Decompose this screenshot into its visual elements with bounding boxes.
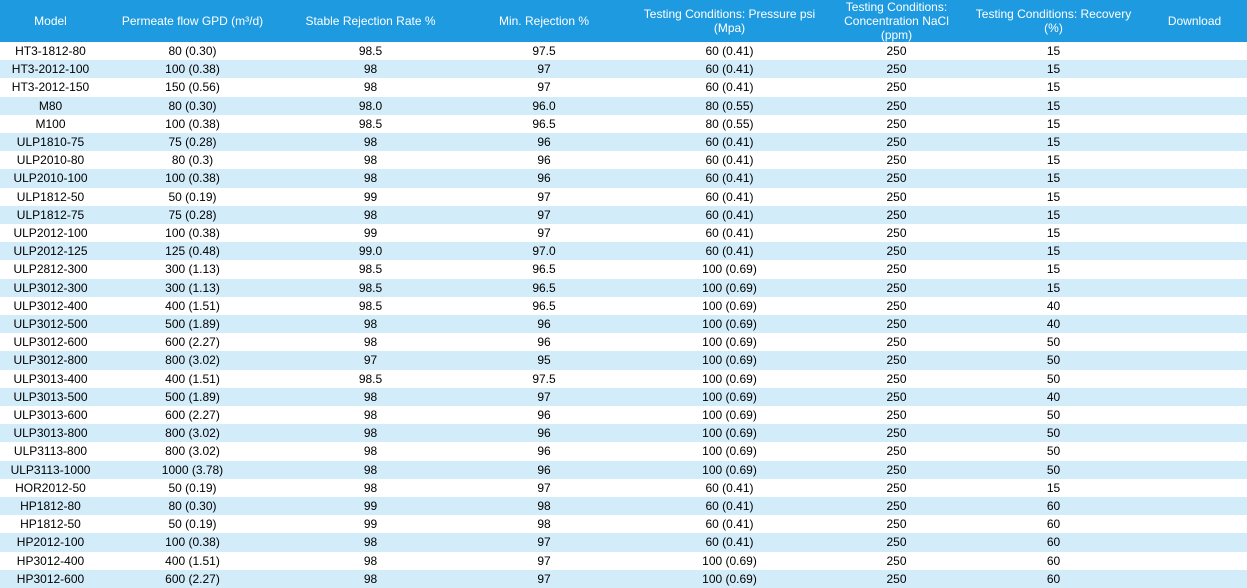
cell-min-rejection: 96 xyxy=(457,461,631,479)
cell-model: ULP2010-100 xyxy=(0,169,101,187)
cell-stable-rejection: 98 xyxy=(284,388,457,406)
cell-test-concentration: 250 xyxy=(828,78,965,96)
cell-model: HT3-2012-150 xyxy=(0,78,101,96)
cell-download[interactable] xyxy=(1142,115,1247,133)
cell-stable-rejection: 98 xyxy=(284,552,457,570)
cell-download[interactable] xyxy=(1142,479,1247,497)
cell-test-pressure: 100 (0.69) xyxy=(631,406,828,424)
cell-permeate-flow: 500 (1.89) xyxy=(101,388,284,406)
cell-model: ULP3013-800 xyxy=(0,424,101,442)
cell-test-recovery: 15 xyxy=(965,260,1142,278)
cell-test-recovery: 50 xyxy=(965,333,1142,351)
table-row xyxy=(0,151,1247,169)
table-row xyxy=(0,297,1247,315)
cell-model: HT3-2012-100 xyxy=(0,60,101,78)
cell-download[interactable] xyxy=(1142,151,1247,169)
cell-test-pressure: 100 (0.69) xyxy=(631,442,828,460)
cell-download[interactable] xyxy=(1142,133,1247,151)
cell-test-concentration: 250 xyxy=(828,60,965,78)
cell-test-recovery: 40 xyxy=(965,297,1142,315)
table-row xyxy=(0,315,1247,333)
cell-test-concentration: 250 xyxy=(828,97,965,115)
cell-test-pressure: 60 (0.41) xyxy=(631,479,828,497)
cell-permeate-flow: 800 (3.02) xyxy=(101,351,284,369)
cell-download[interactable] xyxy=(1142,388,1247,406)
cell-test-recovery: 60 xyxy=(965,515,1142,533)
cell-download[interactable] xyxy=(1142,406,1247,424)
cell-permeate-flow: 50 (0.19) xyxy=(101,188,284,206)
cell-test-pressure: 100 (0.69) xyxy=(631,461,828,479)
table-row xyxy=(0,279,1247,297)
cell-stable-rejection: 99.0 xyxy=(284,242,457,260)
table-row xyxy=(0,479,1247,497)
table-row xyxy=(0,133,1247,151)
cell-model: ULP3012-500 xyxy=(0,315,101,333)
cell-min-rejection: 97 xyxy=(457,78,631,96)
cell-min-rejection: 96 xyxy=(457,169,631,187)
table-row xyxy=(0,424,1247,442)
cell-permeate-flow: 300 (1.13) xyxy=(101,260,284,278)
cell-stable-rejection: 99 xyxy=(284,224,457,242)
cell-test-concentration: 250 xyxy=(828,461,965,479)
cell-test-recovery: 15 xyxy=(965,188,1142,206)
cell-download[interactable] xyxy=(1142,260,1247,278)
cell-stable-rejection: 98 xyxy=(284,78,457,96)
cell-test-pressure: 100 (0.69) xyxy=(631,552,828,570)
cell-permeate-flow: 500 (1.89) xyxy=(101,315,284,333)
cell-model: ULP2012-100 xyxy=(0,224,101,242)
cell-test-concentration: 250 xyxy=(828,370,965,388)
cell-min-rejection: 97 xyxy=(457,60,631,78)
cell-min-rejection: 96 xyxy=(457,442,631,460)
cell-permeate-flow: 400 (1.51) xyxy=(101,370,284,388)
cell-test-concentration: 250 xyxy=(828,533,965,551)
cell-min-rejection: 95 xyxy=(457,351,631,369)
cell-stable-rejection: 98.5 xyxy=(284,297,457,315)
cell-model: ULP3013-600 xyxy=(0,406,101,424)
table-row xyxy=(0,351,1247,369)
cell-download[interactable] xyxy=(1142,206,1247,224)
cell-stable-rejection: 98 xyxy=(284,151,457,169)
cell-min-rejection: 96.0 xyxy=(457,97,631,115)
table-row xyxy=(0,442,1247,460)
cell-test-pressure: 100 (0.69) xyxy=(631,570,828,588)
cell-model: ULP1812-50 xyxy=(0,188,101,206)
cell-test-recovery: 15 xyxy=(965,97,1142,115)
table-row xyxy=(0,406,1247,424)
cell-test-recovery: 15 xyxy=(965,479,1142,497)
cell-test-pressure: 100 (0.69) xyxy=(631,351,828,369)
cell-model: HP2012-100 xyxy=(0,533,101,551)
cell-test-pressure: 60 (0.41) xyxy=(631,224,828,242)
cell-test-recovery: 50 xyxy=(965,461,1142,479)
table-row xyxy=(0,78,1247,96)
cell-model: ULP3113-800 xyxy=(0,442,101,460)
cell-test-concentration: 250 xyxy=(828,242,965,260)
cell-permeate-flow: 800 (3.02) xyxy=(101,442,284,460)
cell-min-rejection: 98 xyxy=(457,497,631,515)
table-row xyxy=(0,188,1247,206)
cell-permeate-flow: 100 (0.38) xyxy=(101,533,284,551)
table-row xyxy=(0,552,1247,570)
cell-model: ULP2010-80 xyxy=(0,151,101,169)
cell-test-pressure: 60 (0.41) xyxy=(631,515,828,533)
cell-min-rejection: 96.5 xyxy=(457,115,631,133)
cell-test-recovery: 15 xyxy=(965,224,1142,242)
cell-min-rejection: 97.5 xyxy=(457,42,631,60)
cell-stable-rejection: 98.5 xyxy=(284,370,457,388)
cell-min-rejection: 98 xyxy=(457,515,631,533)
cell-test-pressure: 60 (0.41) xyxy=(631,42,828,60)
table-row xyxy=(0,461,1247,479)
header-download: Download xyxy=(1142,0,1247,42)
cell-download[interactable] xyxy=(1142,279,1247,297)
table-header xyxy=(0,0,1247,42)
table-row xyxy=(0,206,1247,224)
cell-download[interactable] xyxy=(1142,60,1247,78)
cell-min-rejection: 97.5 xyxy=(457,370,631,388)
cell-stable-rejection: 98 xyxy=(284,461,457,479)
cell-test-pressure: 60 (0.41) xyxy=(631,60,828,78)
cell-stable-rejection: 98 xyxy=(284,479,457,497)
header-row xyxy=(0,0,1247,42)
cell-test-pressure: 80 (0.55) xyxy=(631,97,828,115)
cell-test-pressure: 100 (0.69) xyxy=(631,315,828,333)
cell-permeate-flow: 125 (0.48) xyxy=(101,242,284,260)
cell-min-rejection: 96 xyxy=(457,133,631,151)
cell-test-concentration: 250 xyxy=(828,279,965,297)
cell-min-rejection: 97 xyxy=(457,570,631,588)
cell-test-recovery: 40 xyxy=(965,388,1142,406)
cell-test-concentration: 250 xyxy=(828,497,965,515)
cell-test-pressure: 100 (0.69) xyxy=(631,370,828,388)
cell-model: HOR2012-50 xyxy=(0,479,101,497)
cell-download[interactable] xyxy=(1142,461,1247,479)
table-row xyxy=(0,515,1247,533)
cell-model: M100 xyxy=(0,115,101,133)
cell-test-recovery: 50 xyxy=(965,351,1142,369)
cell-model: ULP3013-400 xyxy=(0,370,101,388)
cell-min-rejection: 96 xyxy=(457,315,631,333)
cell-test-concentration: 250 xyxy=(828,479,965,497)
cell-permeate-flow: 100 (0.38) xyxy=(101,60,284,78)
cell-min-rejection: 96.5 xyxy=(457,297,631,315)
cell-min-rejection: 96.5 xyxy=(457,260,631,278)
cell-permeate-flow: 80 (0.30) xyxy=(101,42,284,60)
table-row xyxy=(0,42,1247,60)
cell-model: ULP3012-800 xyxy=(0,351,101,369)
cell-download[interactable] xyxy=(1142,315,1247,333)
cell-test-concentration: 250 xyxy=(828,333,965,351)
table-row xyxy=(0,242,1247,260)
table-row xyxy=(0,370,1247,388)
cell-download[interactable] xyxy=(1142,78,1247,96)
cell-download[interactable] xyxy=(1142,370,1247,388)
cell-test-recovery: 60 xyxy=(965,497,1142,515)
cell-test-recovery: 15 xyxy=(965,169,1142,187)
cell-test-pressure: 100 (0.69) xyxy=(631,424,828,442)
cell-stable-rejection: 98 xyxy=(284,60,457,78)
cell-model: ULP2012-125 xyxy=(0,242,101,260)
cell-stable-rejection: 98 xyxy=(284,169,457,187)
cell-test-concentration: 250 xyxy=(828,351,965,369)
cell-min-rejection: 96 xyxy=(457,333,631,351)
cell-test-recovery: 50 xyxy=(965,424,1142,442)
header-min-rejection: Min. Rejection % xyxy=(457,0,631,42)
cell-min-rejection: 96 xyxy=(457,151,631,169)
cell-test-recovery: 15 xyxy=(965,279,1142,297)
cell-test-recovery: 15 xyxy=(965,151,1142,169)
cell-permeate-flow: 100 (0.38) xyxy=(101,224,284,242)
cell-test-concentration: 250 xyxy=(828,224,965,242)
cell-test-concentration: 250 xyxy=(828,206,965,224)
cell-model: ULP1810-75 xyxy=(0,133,101,151)
cell-test-concentration: 250 xyxy=(828,315,965,333)
cell-permeate-flow: 50 (0.19) xyxy=(101,515,284,533)
cell-test-recovery: 50 xyxy=(965,406,1142,424)
cell-test-pressure: 60 (0.41) xyxy=(631,188,828,206)
cell-stable-rejection: 98.5 xyxy=(284,42,457,60)
cell-model: ULP3012-400 xyxy=(0,297,101,315)
cell-test-pressure: 60 (0.41) xyxy=(631,206,828,224)
cell-download[interactable] xyxy=(1142,297,1247,315)
cell-test-concentration: 250 xyxy=(828,552,965,570)
cell-model: ULP3013-500 xyxy=(0,388,101,406)
table-row xyxy=(0,570,1247,588)
cell-test-pressure: 60 (0.41) xyxy=(631,78,828,96)
cell-test-concentration: 250 xyxy=(828,406,965,424)
cell-stable-rejection: 98.5 xyxy=(284,115,457,133)
cell-test-pressure: 60 (0.41) xyxy=(631,497,828,515)
cell-download[interactable] xyxy=(1142,515,1247,533)
cell-download[interactable] xyxy=(1142,497,1247,515)
cell-test-concentration: 250 xyxy=(828,188,965,206)
cell-stable-rejection: 98.5 xyxy=(284,260,457,278)
cell-download[interactable] xyxy=(1142,188,1247,206)
cell-test-concentration: 250 xyxy=(828,297,965,315)
cell-test-recovery: 15 xyxy=(965,206,1142,224)
cell-permeate-flow: 400 (1.51) xyxy=(101,297,284,315)
table-row xyxy=(0,260,1247,278)
cell-test-concentration: 250 xyxy=(828,388,965,406)
table-row xyxy=(0,115,1247,133)
cell-download[interactable] xyxy=(1142,224,1247,242)
cell-test-pressure: 60 (0.41) xyxy=(631,169,828,187)
cell-stable-rejection: 98.0 xyxy=(284,97,457,115)
cell-download[interactable] xyxy=(1142,552,1247,570)
cell-download[interactable] xyxy=(1142,570,1247,588)
cell-model: ULP3012-300 xyxy=(0,279,101,297)
table-row xyxy=(0,224,1247,242)
cell-stable-rejection: 98 xyxy=(284,424,457,442)
table-row xyxy=(0,60,1247,78)
cell-test-concentration: 250 xyxy=(828,424,965,442)
cell-download[interactable] xyxy=(1142,533,1247,551)
cell-test-recovery: 50 xyxy=(965,442,1142,460)
cell-min-rejection: 97 xyxy=(457,533,631,551)
cell-model: HP3012-600 xyxy=(0,570,101,588)
cell-model: ULP3012-600 xyxy=(0,333,101,351)
cell-stable-rejection: 98.5 xyxy=(284,279,457,297)
cell-min-rejection: 97 xyxy=(457,206,631,224)
cell-test-concentration: 250 xyxy=(828,169,965,187)
cell-test-recovery: 15 xyxy=(965,60,1142,78)
cell-min-rejection: 97 xyxy=(457,479,631,497)
cell-test-recovery: 60 xyxy=(965,533,1142,551)
cell-test-recovery: 15 xyxy=(965,115,1142,133)
table-row xyxy=(0,497,1247,515)
cell-model: ULP2812-300 xyxy=(0,260,101,278)
cell-stable-rejection: 98 xyxy=(284,333,457,351)
cell-test-recovery: 15 xyxy=(965,78,1142,96)
header-permeate-flow: Permeate flow GPD (m³/d) xyxy=(101,0,284,42)
cell-test-concentration: 250 xyxy=(828,260,965,278)
header-test-concentration: Testing Conditions: Concentration NaCl (ppm) xyxy=(828,0,965,42)
cell-test-pressure: 100 (0.69) xyxy=(631,388,828,406)
cell-permeate-flow: 100 (0.38) xyxy=(101,115,284,133)
header-test-pressure: Testing Conditions: Pressure psi (Mpa) xyxy=(631,0,828,42)
cell-min-rejection: 97 xyxy=(457,224,631,242)
cell-min-rejection: 96 xyxy=(457,406,631,424)
cell-test-pressure: 100 (0.69) xyxy=(631,260,828,278)
cell-test-pressure: 60 (0.41) xyxy=(631,133,828,151)
cell-min-rejection: 96 xyxy=(457,424,631,442)
cell-stable-rejection: 97 xyxy=(284,351,457,369)
cell-download[interactable] xyxy=(1142,242,1247,260)
cell-permeate-flow: 400 (1.51) xyxy=(101,552,284,570)
cell-model: HT3-1812-80 xyxy=(0,42,101,60)
cell-test-pressure: 60 (0.41) xyxy=(631,151,828,169)
cell-download[interactable] xyxy=(1142,333,1247,351)
cell-permeate-flow: 75 (0.28) xyxy=(101,206,284,224)
cell-download[interactable] xyxy=(1142,97,1247,115)
cell-stable-rejection: 98 xyxy=(284,315,457,333)
cell-test-concentration: 250 xyxy=(828,42,965,60)
cell-permeate-flow: 300 (1.13) xyxy=(101,279,284,297)
cell-permeate-flow: 75 (0.28) xyxy=(101,133,284,151)
cell-stable-rejection: 98 xyxy=(284,133,457,151)
cell-permeate-flow: 80 (0.3) xyxy=(101,151,284,169)
cell-stable-rejection: 98 xyxy=(284,533,457,551)
cell-model: HP1812-50 xyxy=(0,515,101,533)
cell-stable-rejection: 98 xyxy=(284,406,457,424)
table-row xyxy=(0,169,1247,187)
cell-test-recovery: 15 xyxy=(965,242,1142,260)
cell-download[interactable] xyxy=(1142,424,1247,442)
header-model: Model xyxy=(0,0,101,42)
cell-model: ULP3113-1000 xyxy=(0,461,101,479)
table-row xyxy=(0,97,1247,115)
cell-min-rejection: 97 xyxy=(457,388,631,406)
cell-permeate-flow: 600 (2.27) xyxy=(101,406,284,424)
table-row xyxy=(0,388,1247,406)
cell-permeate-flow: 600 (2.27) xyxy=(101,570,284,588)
cell-test-recovery: 15 xyxy=(965,133,1142,151)
cell-model: M80 xyxy=(0,97,101,115)
cell-stable-rejection: 99 xyxy=(284,497,457,515)
cell-permeate-flow: 800 (3.02) xyxy=(101,424,284,442)
cell-test-pressure: 80 (0.55) xyxy=(631,115,828,133)
cell-permeate-flow: 80 (0.30) xyxy=(101,497,284,515)
cell-test-recovery: 60 xyxy=(965,552,1142,570)
cell-test-recovery: 50 xyxy=(965,370,1142,388)
cell-test-concentration: 250 xyxy=(828,442,965,460)
header-stable-rejection: Stable Rejection Rate % xyxy=(284,0,457,42)
cell-permeate-flow: 80 (0.30) xyxy=(101,97,284,115)
cell-test-concentration: 250 xyxy=(828,515,965,533)
cell-download[interactable] xyxy=(1142,169,1247,187)
cell-test-concentration: 250 xyxy=(828,133,965,151)
cell-min-rejection: 96.5 xyxy=(457,279,631,297)
cell-min-rejection: 97.0 xyxy=(457,242,631,260)
cell-download[interactable] xyxy=(1142,442,1247,460)
cell-stable-rejection: 98 xyxy=(284,206,457,224)
header-test-recovery: Testing Conditions: Recovery (%) xyxy=(965,0,1142,42)
cell-test-pressure: 60 (0.41) xyxy=(631,533,828,551)
cell-test-concentration: 250 xyxy=(828,115,965,133)
cell-min-rejection: 97 xyxy=(457,552,631,570)
cell-stable-rejection: 98 xyxy=(284,442,457,460)
cell-permeate-flow: 150 (0.56) xyxy=(101,78,284,96)
cell-test-recovery: 40 xyxy=(965,315,1142,333)
cell-test-pressure: 100 (0.69) xyxy=(631,279,828,297)
cell-test-recovery: 15 xyxy=(965,42,1142,60)
cell-min-rejection: 97 xyxy=(457,188,631,206)
table-row xyxy=(0,333,1247,351)
cell-test-concentration: 250 xyxy=(828,151,965,169)
cell-stable-rejection: 98 xyxy=(284,570,457,588)
cell-permeate-flow: 50 (0.19) xyxy=(101,479,284,497)
cell-download[interactable] xyxy=(1142,42,1247,60)
cell-model: ULP1812-75 xyxy=(0,206,101,224)
table-body xyxy=(0,42,1247,588)
cell-test-pressure: 60 (0.41) xyxy=(631,242,828,260)
cell-test-pressure: 100 (0.69) xyxy=(631,297,828,315)
cell-test-recovery: 60 xyxy=(965,570,1142,588)
cell-permeate-flow: 600 (2.27) xyxy=(101,333,284,351)
cell-model: HP3012-400 xyxy=(0,552,101,570)
cell-test-pressure: 100 (0.69) xyxy=(631,333,828,351)
cell-model: HP1812-80 xyxy=(0,497,101,515)
cell-stable-rejection: 99 xyxy=(284,188,457,206)
cell-test-concentration: 250 xyxy=(828,570,965,588)
cell-download[interactable] xyxy=(1142,351,1247,369)
cell-permeate-flow: 1000 (3.78) xyxy=(101,461,284,479)
table-row xyxy=(0,533,1247,551)
cell-stable-rejection: 99 xyxy=(284,515,457,533)
cell-permeate-flow: 100 (0.38) xyxy=(101,169,284,187)
